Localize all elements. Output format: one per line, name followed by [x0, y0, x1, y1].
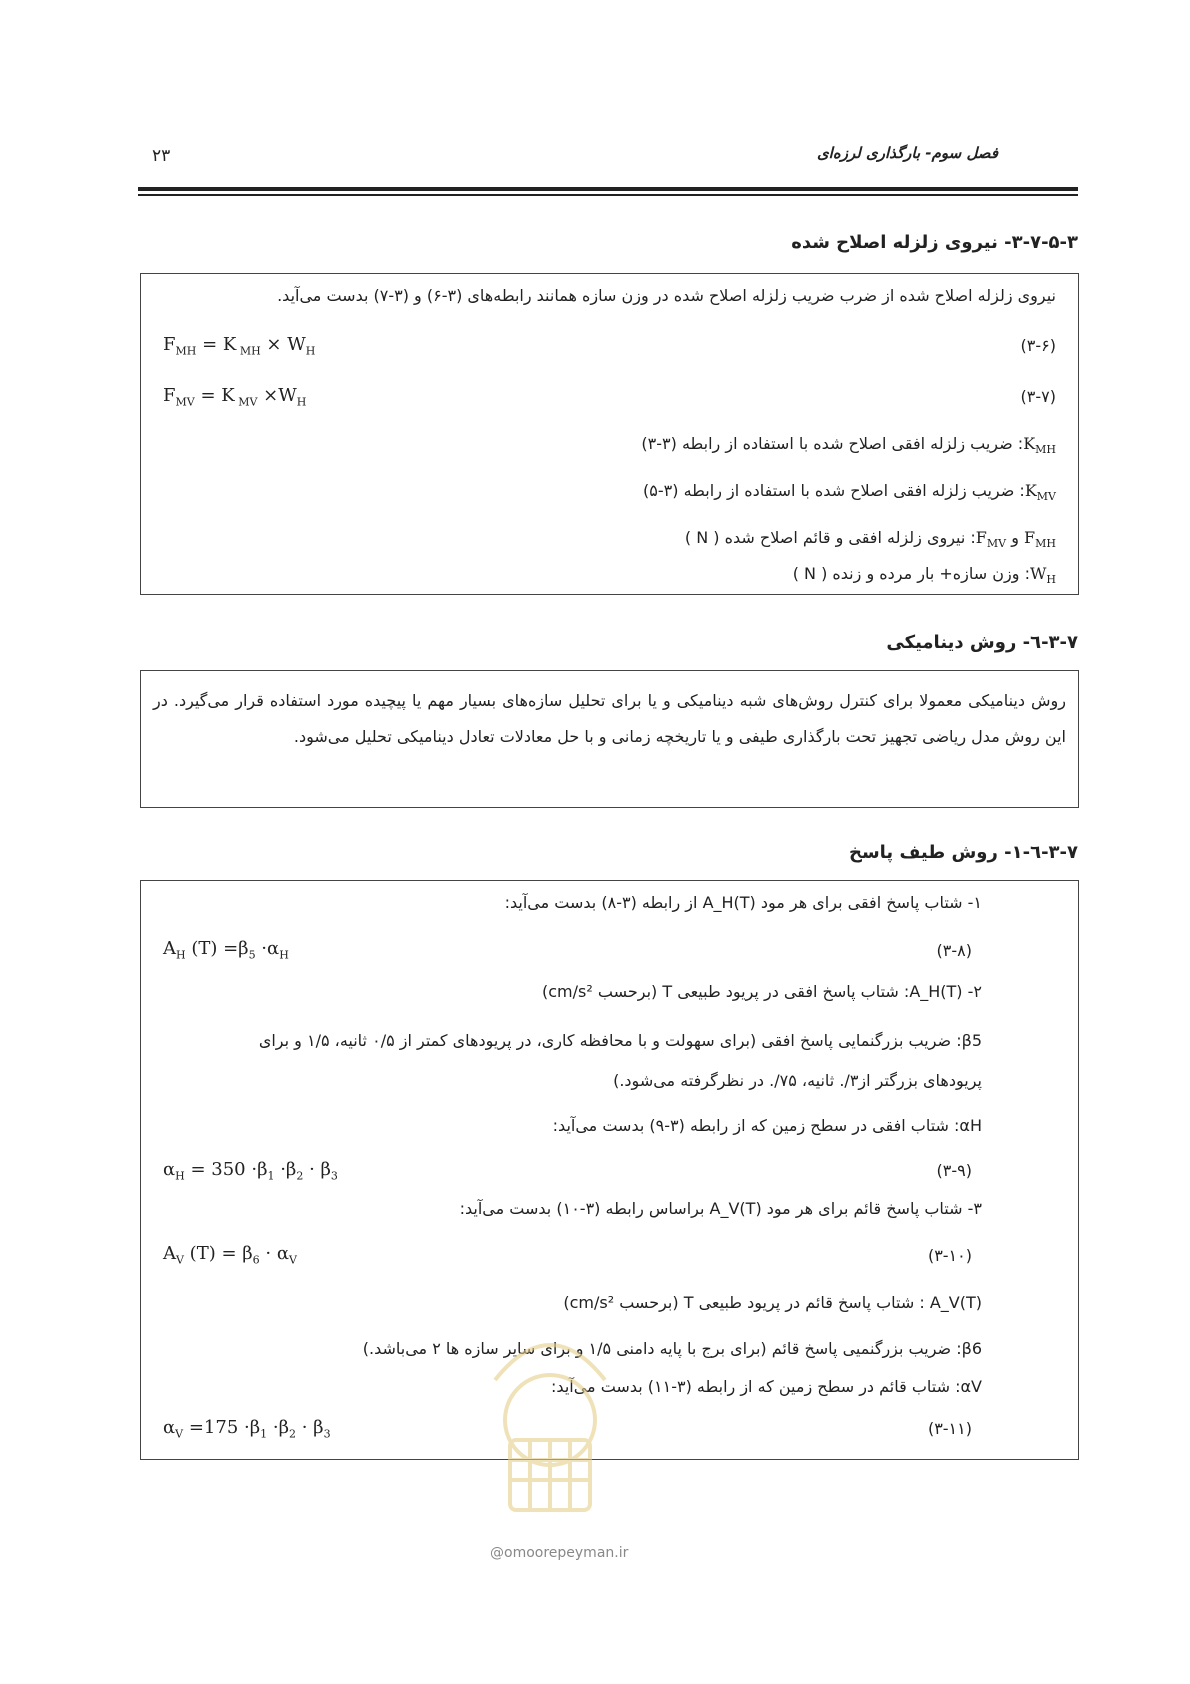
- beta5-line2: پریودهای بزرگتر از۳/. ثانیه، ۷۵/. در نظرگرفته می‌شود.): [613, 1071, 982, 1090]
- section-heading-response-spectrum: ۳-۷-٦-۱- روش طیف پاسخ: [848, 842, 1078, 863]
- eq6-formula: $F_{MH} = K$ $_{MH} \times W_H$: [163, 334, 316, 358]
- header-rule-thin: [138, 194, 1078, 196]
- eq10-formula: $A_V$ $(T) = \beta_6 \cdot \alpha_V$: [163, 1243, 297, 1267]
- eq8-formula: $A_H$ $(T) =\beta_5 \cdot\alpha_H$: [163, 938, 289, 962]
- eq7-formula: $F_{MV} = K$ $_{MV} \times W_H$: [163, 385, 307, 409]
- alphaV-text: αV: شتاب قائم در سطح زمین که از رابطه (۳-۱۱) بدست می‌آید:: [551, 1377, 982, 1396]
- intro-text: نیروی زلزله اصلاح شده از ضرب ضریب زلزله اصلاح شده در وزن سازه همانند رابطه‌های (۳-۶) و (۳-۷) بدست می‌آید.: [277, 286, 1056, 305]
- def-fmh-fmv: $F_{MH}$ و $F_{MV}$: نیروی زلزله افقی و قائم اصلاح شده ( N ): [684, 528, 1056, 551]
- item2-text: ۲- A_H(T): شتاب پاسخ افقی در پریود طبیعی T (برحسب cm/s²): [542, 982, 982, 1001]
- page-number: ۲۳: [152, 146, 171, 166]
- alphaH-text: αH: شتاب افقی در سطح زمین که از رابطه (۳-۹) بدست می‌آید:: [552, 1116, 982, 1135]
- eq11-number: (۳-۱۱): [927, 1419, 972, 1438]
- section-heading-dynamic: ۳-۷-٦- روش دینامیکی: [886, 632, 1078, 653]
- section-heading-modified-force: ۳-۷-۵-۳- نیروی زلزله اصلاح شده: [791, 232, 1078, 253]
- eq11-formula: $\alpha_V =175 \cdot\beta_1 \cdot\beta_2 \cdot \beta_3$: [163, 1417, 331, 1441]
- dynamic-body: روش دینامیکی معمولا برای کنترل روش‌های شبه دینامیکی و یا برای تحلیل سازه‌های بسیار مهم یا پیچیده مورد استفاده قرار می‌گیرد. در این روش مدل ریاضی تجهیز تحت بارگذاری طیفی و یا تاریخچه زمانی و با حل معادلات تعادل دینامیکی تحلیل می‌شود.: [153, 691, 1066, 746]
- header-rule-thick: [138, 187, 1078, 191]
- dynamic-method-box: [140, 670, 1079, 808]
- watermark-url: @omoorepeyman.ir: [490, 1545, 629, 1561]
- def-kmv: $K_{MV}$: ضریب زلزله افقی اصلاح شده با استفاده از رابطه (۳-۵): [643, 481, 1056, 504]
- watermark-seal-icon: [475, 1290, 625, 1530]
- eq9-number: (۳-۹): [936, 1161, 972, 1180]
- eq6-number: (۳-۶): [1020, 336, 1056, 355]
- item3-text: ۳- شتاب پاسخ قائم برای هر مود A_V(T) براساس رابطه (۳-۱۰) بدست می‌آید:: [459, 1199, 982, 1218]
- eq9-formula: $\alpha_H = 350 \cdot\beta_1 \cdot\beta_2 \cdot \beta_3$: [163, 1159, 338, 1183]
- av-definition: A_V(T) : شتاب پاسخ قائم در پریود طبیعی T (برحسب cm/s²): [563, 1293, 982, 1312]
- item1-text: ۱- شتاب پاسخ افقی برای هر مود A_H(T) از رابطه (۳-۸) بدست می‌آید:: [504, 893, 982, 912]
- modified-force-box: [140, 273, 1079, 595]
- def-kmh: $K_{MH}$: ضریب زلزله افقی اصلاح شده با استفاده از رابطه (۳-۳): [641, 434, 1056, 457]
- chapter-title: فصل سوم- بارگذاری لرزه‌ای: [816, 144, 998, 162]
- beta5-line1: β5: ضریب بزرگنمایی پاسخ افقی (برای سهولت و با محافظه کاری، در پریودهای کمتر از ۰/۵ ثانیه، ۱/۵ و برای: [258, 1031, 982, 1050]
- eq7-number: (۳-۷): [1020, 387, 1056, 406]
- beta6-text: β6: ضریب بزرگنمیی پاسخ قائم (برای برج با پایه دامنی ۱/۵ و برای سایر سازه ها ۲ می‌باشد.): [362, 1339, 982, 1358]
- def-wh: $W_H$: وزن سازه+ بار مرده و زنده ( N ): [792, 564, 1056, 587]
- eq8-number: (۳-۸): [936, 941, 972, 960]
- eq10-number: (۳-۱۰): [927, 1246, 972, 1265]
